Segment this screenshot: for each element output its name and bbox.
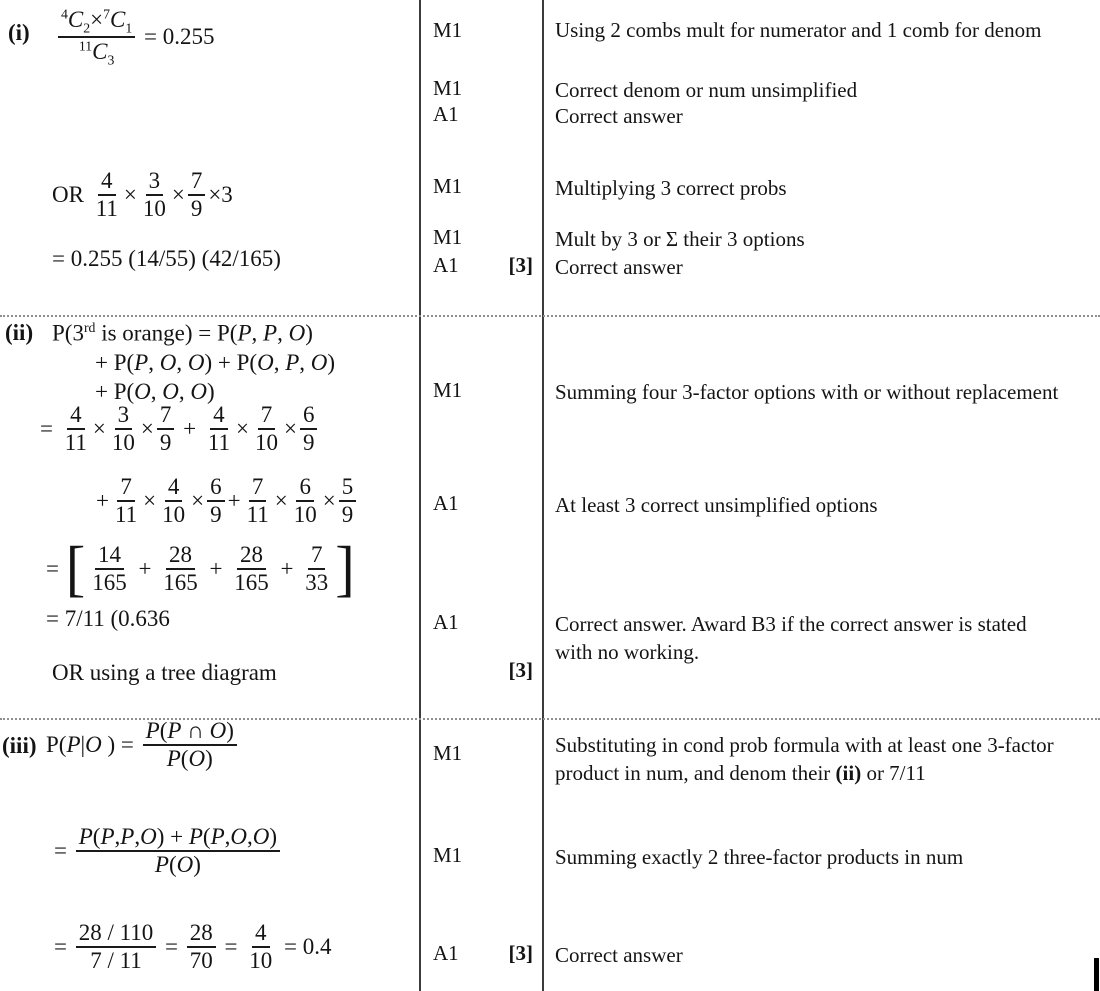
math-or-text: OR using a tree diagram [52,660,277,685]
math-cond-prob-formula: P(P|O ) = $\frac{P(P \cap O)}{P(O)}$ [46,718,240,773]
math-combination-formula: $\frac{^4C_2\times^7C_1}{^{11}C_3}$ = 0.255 [55,6,215,68]
column-divider-working-marks [419,0,421,991]
math-cond-prob-expanded: = $\frac{P(P,P,O) + P(P,O,O)}{P(O)}$ [54,824,283,879]
part-label-i: (i) [8,20,30,45]
mark-label: M1 [433,843,463,867]
marks-total: [3] [508,941,533,965]
note-text: Correct answer [555,943,683,967]
column-divider-marks-notes [542,0,544,991]
section-separator-1 [0,315,1100,317]
mark-label: M1 [433,741,463,765]
mark-label: A1 [433,610,459,634]
mark-label: M1 [433,378,463,402]
note-text: At least 3 correct unsimplified options [555,493,878,517]
math-result-line: = 0.255 (14/55) (42/165) [52,246,281,271]
mark-label: A1 [433,491,459,515]
math-bracket-line: = [ $\frac{14}{165}$ + $\frac{28}{165}$ + $\frac{28}{165}$ + $\frac{7}{33}$ ] [46,534,355,603]
marks-total: [3] [508,658,533,682]
part-label-iii: (iii) [2,733,37,758]
math-sum-line-2: + $\frac{7}{11}$ × $\frac{4}{10}$ × $\frac{6}{9}$ + $\frac{7}{11}$ × $\frac{6}{10}$ × $\frac{5}{9}$ [96,474,359,529]
note-text: Summing exactly 2 three-factor products in num [555,845,964,869]
note-text: Using 2 combs mult for numerator and 1 comb for denom [555,18,1042,42]
note-text: Substituting in cond prob formula with at least one 3-factor product in num, and denom their (ii) or 7/11 [555,733,1054,785]
mark-label: M1 [433,18,463,42]
mark-label: M1 [433,174,463,198]
math-result-line: = 7/11 (0.636 [46,606,170,631]
note-text: Correct denom or num unsimplified [555,78,858,102]
text-cursor-artifact [1094,958,1099,991]
note-text: Summing four 3-factor options with or without replacement [555,380,1059,404]
math-head-line: P(3rd is orange) = P(P, P, O) [52,320,313,346]
mark-label: A1 [433,102,459,126]
math-or-product-line: OR $\frac{4}{11}$ × $\frac{3}{10}$ × $\frac{7}{9}$ ×3 [52,168,233,222]
mark-label: A1 [433,941,459,965]
marks-total: [3] [508,253,533,277]
math-sum-line-1: = $\frac{4}{11}$ × $\frac{3}{10}$ × $\frac{7}{9}$ + $\frac{4}{11}$ × $\frac{7}{10}$ × $\frac{6}{9}$ [40,402,320,457]
math-head-line: + P(P, O, O) + P(O, P, O) [95,350,336,375]
note-text: Correct answer [555,255,683,279]
mark-label: M1 [433,225,463,249]
mark-label: M1 [433,76,463,100]
part-label-ii: (ii) [5,320,34,345]
note-text: Multiplying 3 correct probs [555,176,787,200]
note-text: Correct answer [555,104,683,128]
note-text: Mult by 3 or Σ their 3 options [555,227,805,251]
note-text: Correct answer. Award B3 if the correct answer is stated with no working. [555,612,1027,664]
mark-label: A1 [433,253,459,277]
math-head-line: + P(O, O, O) [95,379,215,404]
math-final-evaluation: = $\frac{28 / 110}{7 / 11}$ = $\frac{28}{70}$ = $\frac{4}{10}$ = 0.4 [54,920,332,974]
